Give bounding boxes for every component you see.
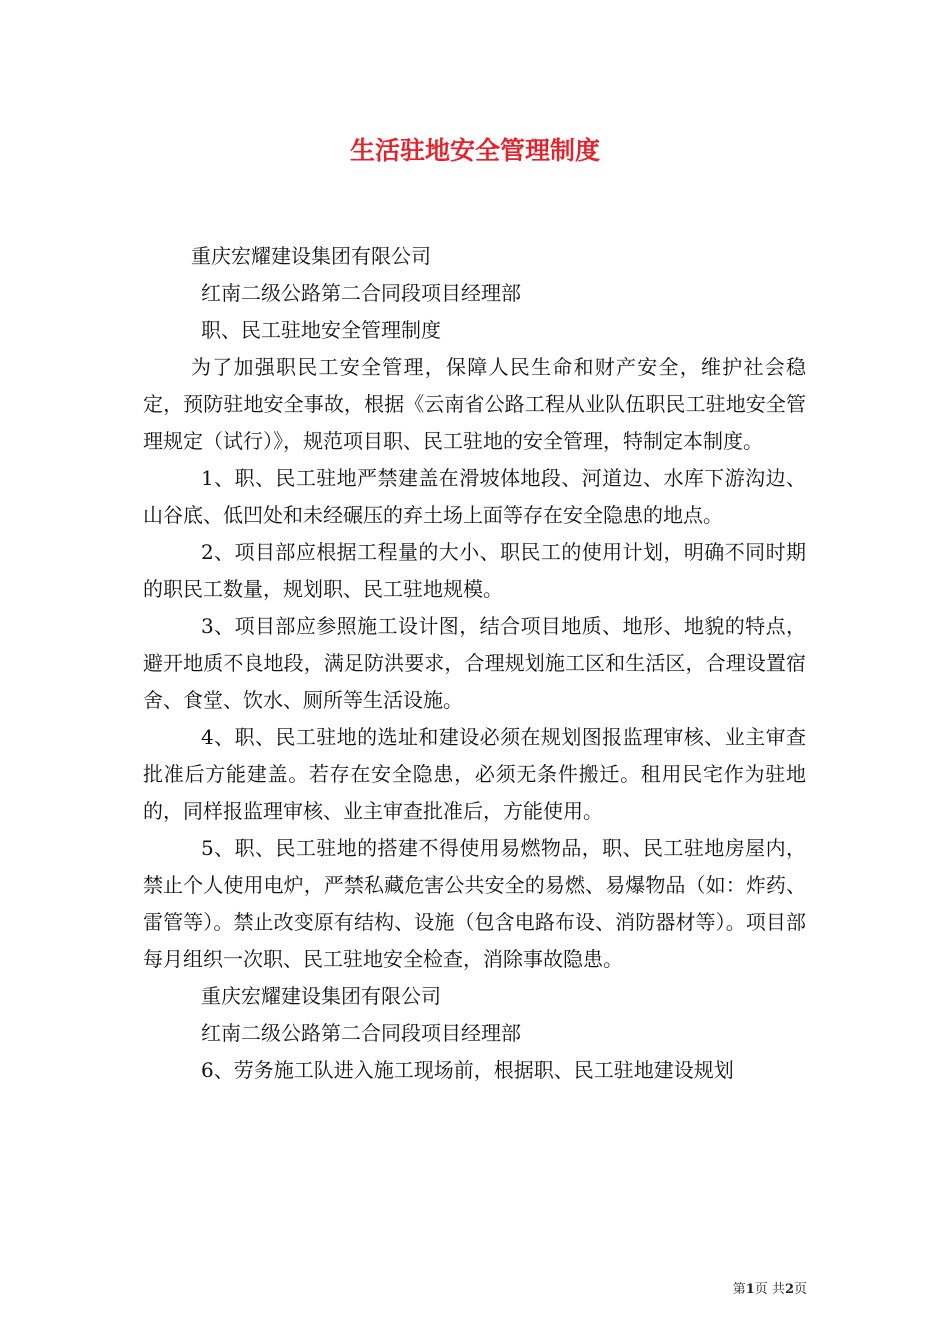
page-footer [733,1278,807,1297]
project-department-repeat: 红南二级公路第二合同段项目经理部 [201,1021,521,1045]
rule-item-1: 1、职、民工驻地严禁建盖在滑坡体地段、河道边、水库下游沟边、山谷底、低凹处和未经碾压的弃土场上面等存在安全隐患的地点。 [143,466,806,527]
footer-prefix: 第 [732,1282,746,1297]
footer-middle: 页 共 [754,1282,785,1297]
company-name: 重庆宏耀建设集团有限公司 [191,244,431,268]
company-name-repeat: 重庆宏耀建设集团有限公司 [201,984,441,1008]
footer-suffix: 页 [793,1282,807,1297]
rule-item-3: 3、项目部应参照施工设计图，结合项目地质、地形、地貌的特点，避开地质不良地段，满足防洪要求，合理规划施工区和生活区，合理设置宿舍、食堂、饮水、厕所等生活设施。 [143,614,806,712]
document-title: 生活驻地安全管理制度 [349,136,600,165]
rule-item-4: 4、职、民工驻地的选址和建设必须在规划图报监理审核、业主审查批准后方能建盖。若存在安全隐患，必须无条件搬迁。租用民宅作为驻地的，同样报监理审核、业主审查批准后，方能使用。 [143,725,806,823]
regulation-subtitle: 职、民工驻地安全管理制度 [201,318,441,342]
rule-item-6: 6、劳务施工队进入施工现场前，根据职、民工驻地建设规划 [201,1058,734,1082]
intro-paragraph: 为了加强职民工安全管理，保障人民生命和财产安全，维护社会稳定，预防驻地安全事故，根据《云南省公路工程从业队伍职民工驻地安全管理规定（试行）》，规范项目职、民工驻地的安全管理，特制定本制度。 [143,355,806,453]
rule-item-2: 2、项目部应根据工程量的大小、职民工的使用计划，明确不同时期的职民工数量，规划职、民工驻地规模。 [143,540,806,601]
footer-total-pages: 2 [784,1282,794,1297]
document-body [143,238,806,1089]
project-department: 红南二级公路第二合同段项目经理部 [201,281,521,305]
footer-page-number: 1 [745,1282,755,1297]
rule-item-5: 5、职、民工驻地的搭建不得使用易燃物品，职、民工驻地房屋内，禁止个人使用电炉，严禁私藏危害公共安全的易燃、易爆物品（如：炸药、雷管等）。禁止改变原有结构、设施（包含电路布设、消防器材等）。项目部每月组织一次职、民工驻地安全检查，消除事故隐患。 [143,836,806,971]
